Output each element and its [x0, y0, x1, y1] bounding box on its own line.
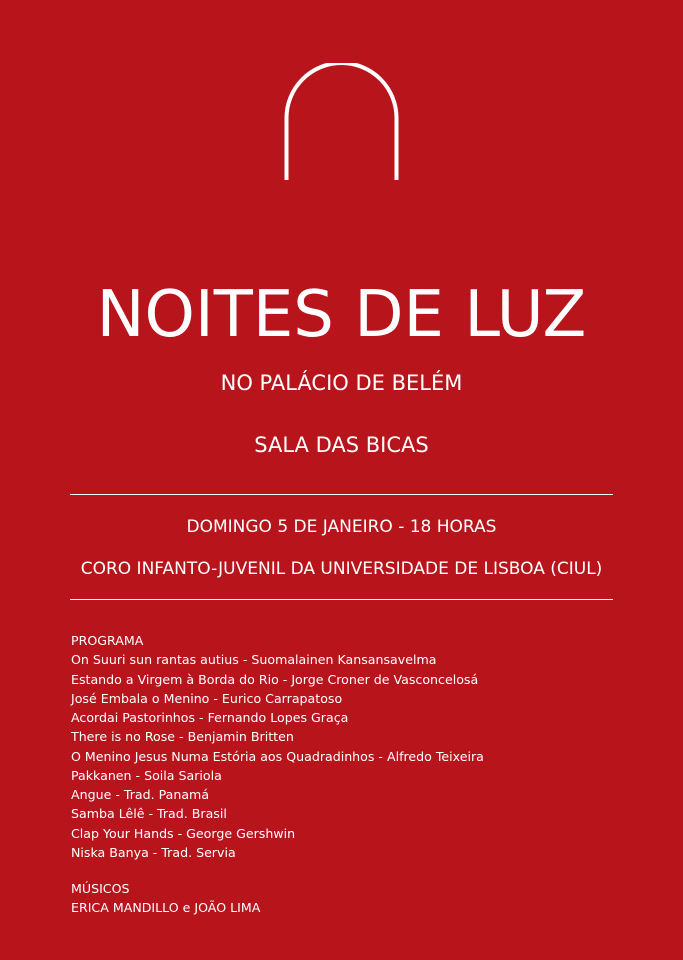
musicians-heading: MÚSICOS [71, 881, 130, 896]
programme-item: Angue - Trad. Panamá [71, 787, 210, 802]
arch-icon [283, 63, 400, 180]
programme-item: Estando a Virgem à Borda do Rio - Jorge Croner de Vasconcelosá [71, 671, 479, 687]
programme-item: On Suuri sun rantas autius - Suomalainen Kansansavelma [71, 652, 437, 668]
musicians-block [71, 879, 651, 918]
programme-item: Niska Banya - Trad. Servia [71, 844, 236, 860]
programme-item: José Embala o Menino - Eurico Carrapatoso [71, 690, 343, 706]
programme-item: Clap Your Hands - George Gershwin [71, 825, 296, 841]
divider-bottom [70, 599, 613, 600]
event-subtitle: NO PALÁCIO DE BELÉM [220, 371, 463, 395]
programme-item: Acordai Pastorinhos - Fernando Lopes Graça [71, 710, 349, 725]
musicians-names: ERICA MANDILLO e JOÃO LIMA [71, 900, 261, 916]
divider-top [70, 494, 613, 495]
programme-heading: PROGRAMA [71, 633, 144, 648]
event-date: DOMINGO 5 DE JANEIRO - 18 HORAS [186, 517, 497, 537]
programme-list [71, 631, 651, 862]
programme-item: There is no Rose - Benjamin Britten [71, 729, 294, 745]
performer-name: CORO INFANTO-JUVENIL DA UNIVERSIDADE DE LISBOA (CIUL) [80, 559, 603, 579]
programme-item: Pakkanen - Soila Sariola [71, 767, 222, 783]
event-title: NOITES DE LUZ [96, 278, 587, 352]
programme-item: Samba Lêlê - Trad. Brasil [71, 806, 227, 822]
programme-item: O Menino Jesus Numa Estória aos Quadradinhos - Alfredo Teixeira [71, 748, 484, 764]
venue-name: SALA DAS BICAS [254, 433, 429, 457]
